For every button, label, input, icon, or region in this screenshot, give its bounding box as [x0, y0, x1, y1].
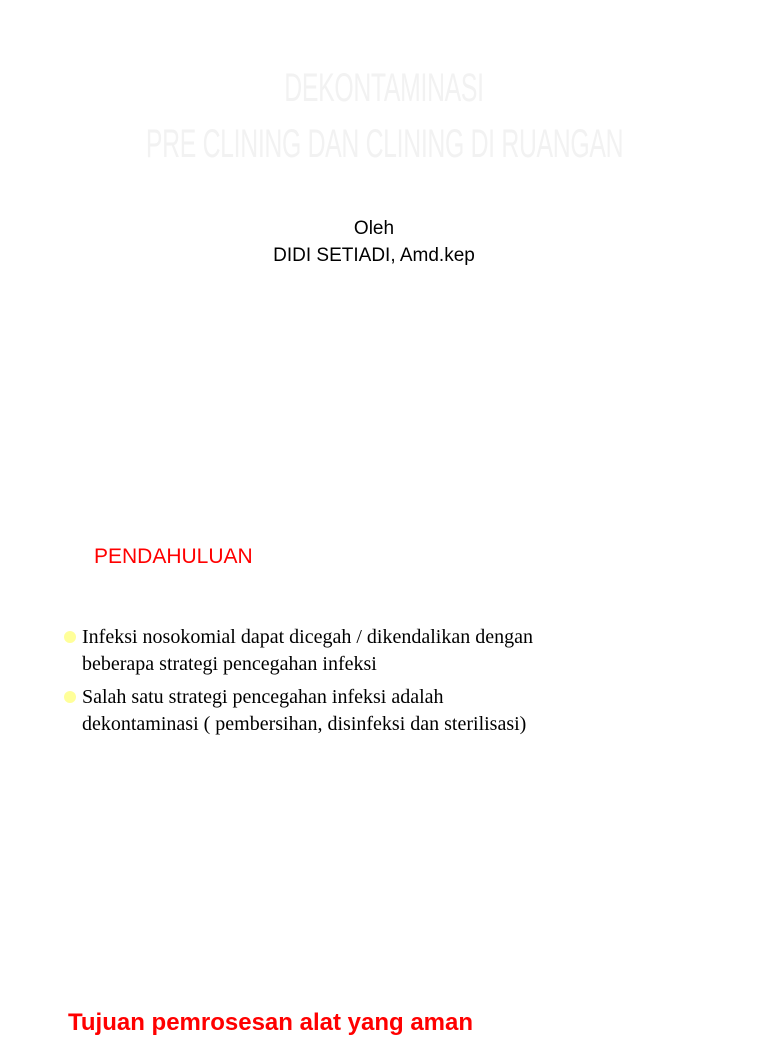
slide-title-line-2: PRE CLINING DAN CLINING DI RUANGAN [145, 122, 624, 166]
bullet-icon [64, 631, 76, 643]
bullet-icon [64, 691, 76, 703]
section-heading: PENDAHULUAN [94, 545, 253, 568]
list-item [64, 624, 544, 678]
slide-title-line-1: DEKONTAMINASI [284, 66, 484, 110]
list-item-text: Infeksi nosokomial dapat dicegah / dikendalikan dengan beberapa strategi pencegahan infeksi [82, 626, 533, 675]
author-label: Oleh [353, 218, 395, 239]
list-item-text: Salah satu strategi pencegahan infeksi adalah dekontaminasi ( pembersihan, disinfeksi dan sterilisasi) [82, 686, 527, 735]
next-section-heading: Tujuan pemrosesan alat yang aman [68, 1009, 474, 1036]
bullet-list [64, 624, 544, 744]
list-item [64, 684, 544, 738]
author-name: DIDI SETIADI, Amd.kep [273, 245, 475, 266]
